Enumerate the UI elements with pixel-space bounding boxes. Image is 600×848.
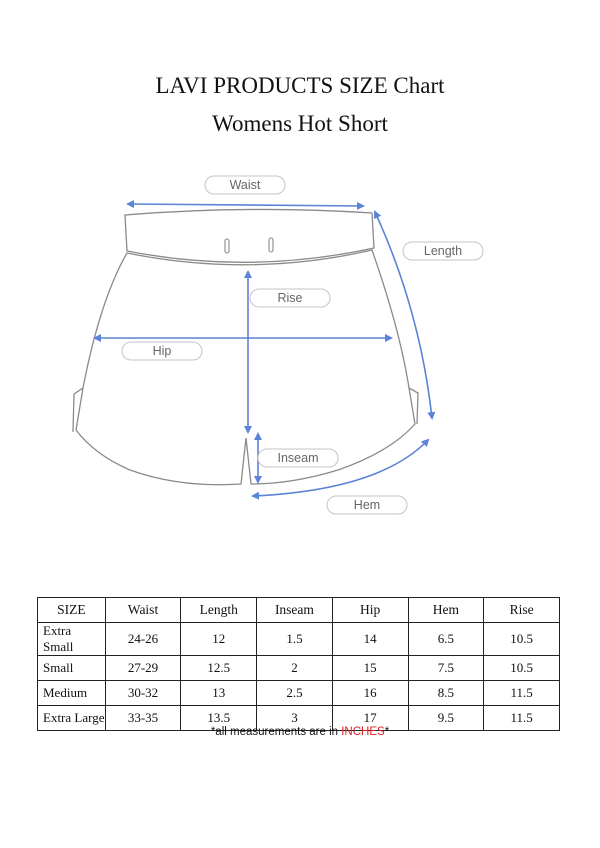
chart-title: LAVI PRODUCTS SIZE Chart	[155, 73, 445, 98]
col-header-waist: Waist	[105, 598, 181, 623]
col-header-rise: Rise	[484, 598, 560, 623]
cell-hip: 14	[332, 623, 408, 656]
cell-hip: 16	[332, 681, 408, 706]
waist-arrow	[128, 204, 363, 206]
cell-length: 13.5	[181, 706, 257, 731]
label-rise	[250, 289, 330, 307]
shorts-body	[76, 250, 415, 485]
cell-inseam: 2.5	[257, 681, 333, 706]
note-prefix: *all measurements are in	[210, 726, 342, 738]
svg-text:Length: Length	[423, 244, 463, 258]
table-row	[38, 623, 560, 656]
table-row	[38, 656, 560, 681]
note-suffix: *	[384, 726, 390, 738]
product-subtitle: Womens Hot Short	[212, 111, 388, 136]
label-hem	[327, 496, 407, 514]
measurement-note	[0, 726, 600, 738]
cell-size: Extra Small	[38, 623, 106, 656]
note-unit: INCHES	[341, 726, 385, 738]
cell-size: Small	[38, 656, 106, 681]
col-header-hip: Hip	[332, 598, 408, 623]
table-header-row	[38, 598, 560, 623]
label-waist	[205, 176, 285, 194]
waistband	[125, 209, 374, 262]
shorts-diagram	[0, 160, 600, 530]
col-header-hem: Hem	[408, 598, 484, 623]
svg-text:Waist: Waist	[229, 178, 261, 192]
cell-size: Medium	[38, 681, 106, 706]
cell-hip: 17	[332, 706, 408, 731]
size-table	[37, 597, 560, 731]
cell-inseam: 3	[257, 706, 333, 731]
cell-length: 12	[181, 623, 257, 656]
cell-hem: 7.5	[408, 656, 484, 681]
svg-text:Rise: Rise	[277, 291, 303, 305]
svg-text:Inseam: Inseam	[277, 451, 319, 465]
cell-waist: 30-32	[105, 681, 181, 706]
cell-rise: 11.5	[484, 706, 560, 731]
cell-hem: 8.5	[408, 681, 484, 706]
label-inseam	[258, 449, 338, 467]
cell-rise: 10.5	[484, 623, 560, 656]
svg-text:Hem: Hem	[353, 498, 381, 512]
cell-waist: 27-29	[105, 656, 181, 681]
cell-length: 12.5	[181, 656, 257, 681]
cell-size: Extra Large	[38, 706, 106, 731]
cell-inseam: 1.5	[257, 623, 333, 656]
cell-inseam: 2	[257, 656, 333, 681]
cell-hem: 6.5	[408, 623, 484, 656]
svg-text:Hip: Hip	[152, 344, 172, 358]
table-row	[38, 681, 560, 706]
label-length	[403, 242, 483, 260]
label-hip	[122, 342, 202, 360]
cell-waist: 33-35	[105, 706, 181, 731]
cell-hem: 9.5	[408, 706, 484, 731]
col-header-length: Length	[181, 598, 257, 623]
col-header-size: SIZE	[38, 598, 106, 623]
col-header-inseam: Inseam	[257, 598, 333, 623]
cell-hip: 15	[332, 656, 408, 681]
cell-waist: 24-26	[105, 623, 181, 656]
cell-rise: 10.5	[484, 656, 560, 681]
cell-length: 13	[181, 681, 257, 706]
cell-rise: 11.5	[484, 681, 560, 706]
